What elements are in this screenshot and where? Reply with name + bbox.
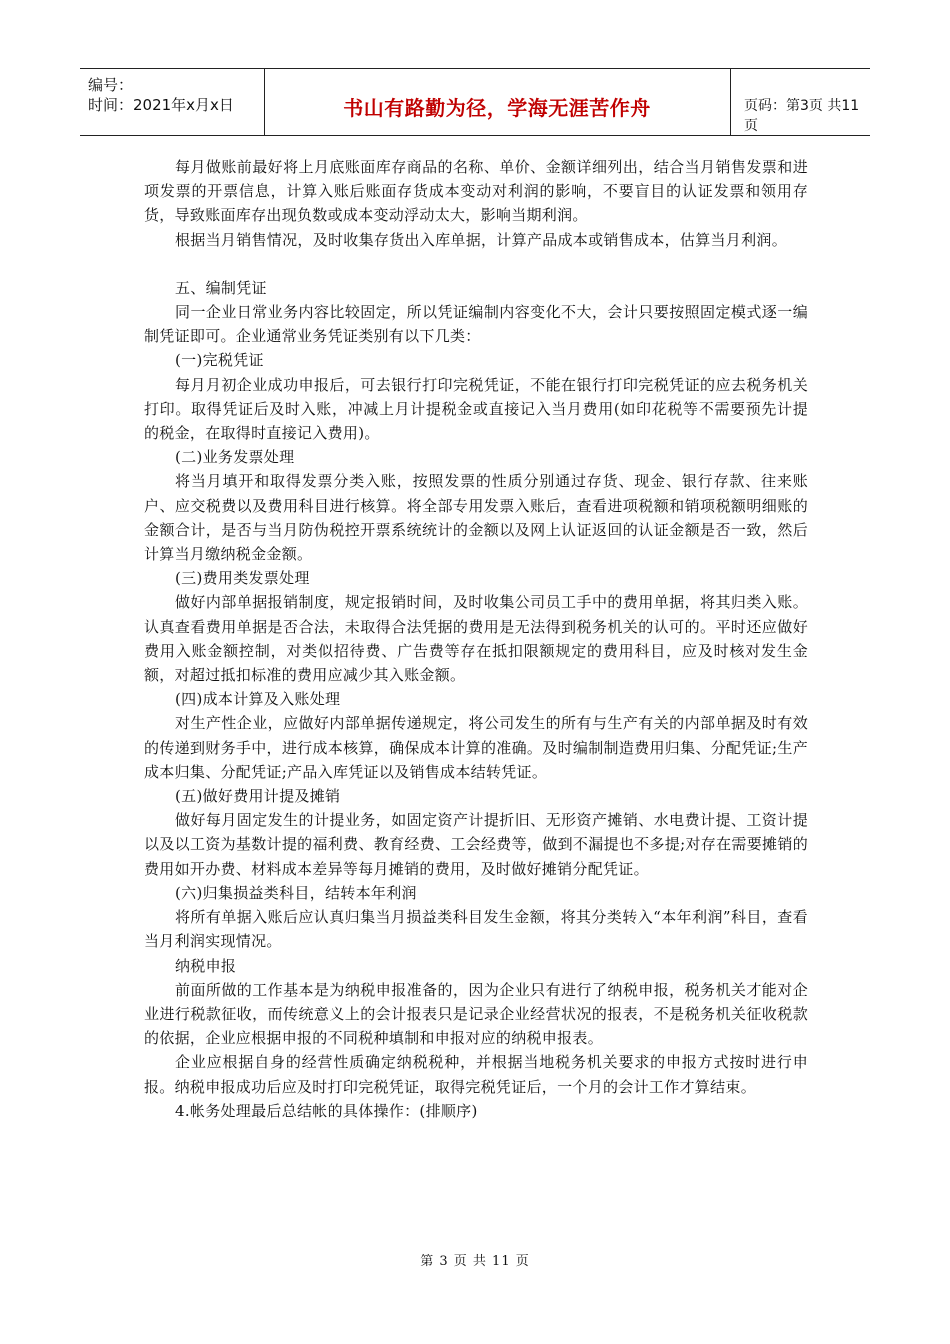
page-number-label: 页码：第3页 共11页: [744, 98, 860, 134]
paragraph: 每月月初企业成功申报后，可去银行打印完税凭证，不能在银行打印完税凭证的应去税务机关打印。取得凭证后及时入账，冲减上月计提税金或直接记入当月费用(如印花税等不需要预先计提的税金，在取得时直接记入费用)。: [144, 375, 808, 443]
paragraph: 前面所做的工作基本是为纳税申报准备的，因为企业只有进行了纳税申报，税务机关才能对企业进行税款征收，而传统意义上的会计报表只是记录企业经营状况的报表，不是税务机关征收税款的依据，企业应根据申报的不同税种填制和申报对应的纳税申报表。: [144, 980, 808, 1048]
paragraph: 企业应根据自身的经营性质确定纳税税种，并根据当地税务机关要求的申报方式按时进行申报。纳税申报成功后应及时打印完税凭证，取得完税凭证后，一个月的会计工作才算结束。: [144, 1053, 808, 1096]
section-heading: 五、编制凭证: [175, 278, 267, 297]
motto-text: 书山有路勤为径，学海无涯苦作舟: [343, 96, 651, 120]
subsection-heading: (四)成本计算及入账处理: [175, 690, 341, 709]
header-page-cell: [730, 69, 870, 135]
paragraph: 将当月填开和取得发票分类入账，按照发票的性质分别通过存货、现金、银行存款、往来账户、应交税费以及费用科目进行核算。将全部专用发票入账后，查看进项税额和销项税额明细账的金额合计，是否与当月防伪税控开票系统统计的金额以及网上认证返回的认证金额是否一致，然后计算当月缴纳税金金额。: [144, 472, 808, 564]
blank-line: [144, 252, 808, 276]
section-heading: 纳税申报: [175, 956, 237, 975]
document-number-label: 编号：: [88, 76, 134, 94]
paragraph: 根据当月销售情况，及时收集存货出入库单据，计算产品成本或销售成本，估算当月利润。: [175, 230, 788, 249]
paragraph: 做好每月固定发生的计提业务，如固定资产计提折旧、无形资产摊销、水电费计提、工资计提以及以工资为基数计提的福利费、教育经费、工会经费等，做到不漏提也不多提;对存在需要摊销的费用如开办费、材料成本差异等每月摊销的费用，及时做好摊销分配凭证。: [144, 811, 808, 878]
paragraph: 对生产性企业，应做好内部单据传递规定，将公司发生的所有与生产有关的内部单据及时有效的传递到财务手中，进行成本核算，确保成本计算的准确。及时编制制造费用归集、分配凭证;生产成本归集、分配凭证;产品入库凭证以及销售成本结转凭证。: [144, 714, 808, 781]
paragraph: 做好内部单据报销制度，规定报销时间，及时收集公司员工手中的费用单据，将其归类入账。认真查看费用单据是否合法，未取得合法凭据的费用是无法得到税务机关的认可的。平时还应做好费用入账金额控制，对类似招待费、广告费等存在抵扣限额规定的费用科目，应及时核对发生金额，对超过抵扣标准的费用应减少其入账金额。: [144, 593, 808, 685]
subsection-heading: (五)做好费用计提及摊销: [175, 787, 341, 806]
document-date-label: 时间：2021年x月x日: [88, 96, 234, 114]
subsection-heading: (一)完税凭证: [175, 351, 264, 370]
section-heading: 4.帐务处理最后总结帐的具体操作：(排顺序): [175, 1101, 478, 1120]
header-info-cell: [80, 69, 265, 135]
document-body: [144, 155, 808, 1123]
page-footer: 第 3 页 共 11 页: [420, 1254, 530, 1269]
paragraph: 同一企业日常业务内容比较固定，所以凭证编制内容变化不大，会计只要按照固定模式逐一编制凭证即可。企业通常业务凭证类别有以下几类：: [144, 303, 808, 346]
subsection-heading: (六)归集损益类科目，结转本年利润: [175, 883, 417, 902]
paragraph: 将所有单据入账后应认真归集当月损益类科目发生金额，将其分类转入“本年利润”科目，查看当月利润实现情况。: [144, 908, 808, 951]
header-motto-cell: [264, 69, 731, 135]
subsection-heading: (三)费用类发票处理: [175, 569, 310, 588]
page-header: [80, 68, 870, 136]
paragraph: 每月做账前最好将上月底账面库存商品的名称、单价、金额详细列出，结合当月销售发票和进项发票的开票信息，计算入账后账面存货成本变动对利润的影响，不要盲目的认证发票和领用存货，导致账面库存出现负数或成本变动浮动太大，影响当期利润。: [144, 158, 808, 225]
subsection-heading: (二)业务发票处理: [175, 448, 295, 467]
